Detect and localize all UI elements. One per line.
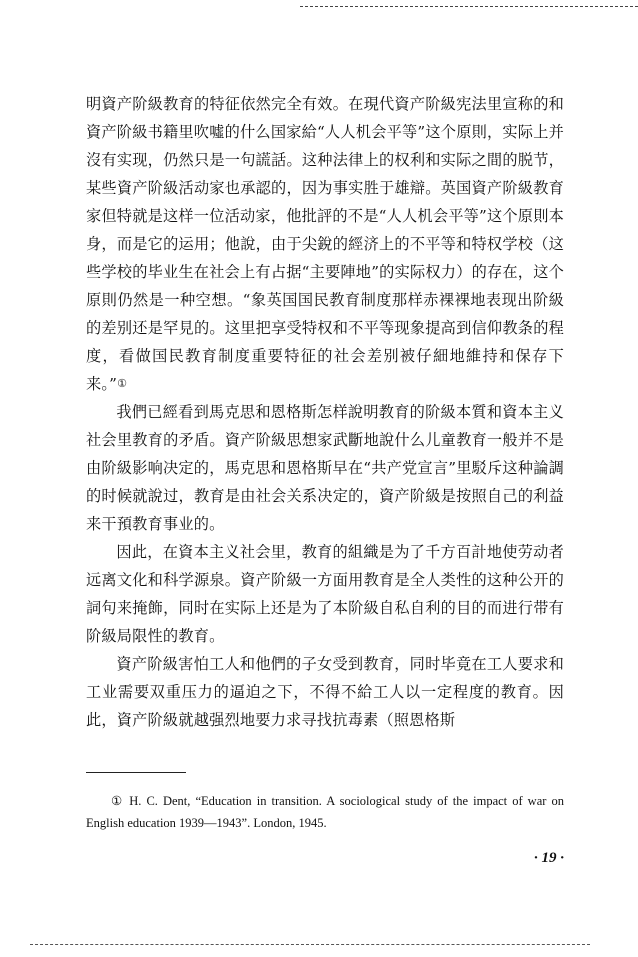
top-scan-edge [300,6,638,7]
body-text [86,90,564,734]
paragraph-1 [86,90,564,398]
page-number: · 19 · [534,850,564,866]
footnote-marker: ① [117,377,128,390]
footnote-divider [86,772,186,773]
bottom-scan-edge [30,944,590,945]
paragraph-1-text: 明資产阶級教育的特征依然完全有效。在現代資产阶級宪法里宣称的和資产阶級书籍里吹噓的什么国家給“人人机会平等”这个原則，实际上并沒有实现，仍然只是一句謊話。这种法律上的权利和实际之間的脱节，某些資产阶級活动家也承認的，因为事实胜于雄辯。英国資产阶級教育家但特就是这样一位活动家，他批評的不是“人人机会平等”这个原則本身，而是它的运用；他說，由于尖銳的經济上的不平等和特权学校（这些学校的毕业生在社会上有占据“主要陣地”的实际权力）的存在，这个原則仍然是一种空想。“象英国国民教育制度那样赤裸裸地表现出阶級的差别还是罕見的。这里把享受特权和不平等现象提高到信仰教条的程度，看做国民教育制度重要特征的社会差别被仔細地維持和保存下来。” [86,95,564,393]
paragraph-2: 我們已經看到馬克思和恩格斯怎样說明教育的阶級本質和資本主义社会里教育的矛盾。資产阶級思想家武斷地說什么儿童教育一般并不是由阶級影响决定的，馬克思和恩格斯早在“共产党宣言”里駁斥这种論調的时候就說过，教育是由社会关系决定的，資产阶級是按照自己的利益来干預教育事业的。 [86,403,564,533]
paragraph-3: 因此，在資本主义社会里，教育的組織是为了千方百計地使劳动者远离文化和科学源泉。資产阶級一方面用教育是全人类性的这种公开的詞句来掩飾，同时在实际上还是为了本阶級自私自利的目的而进行带有阶級局限性的教育。 [86,543,564,645]
paragraph-4: 資产阶級害怕工人和他們的子女受到教育，同时毕竟在工人要求和工业需要双重压力的逼迫之下，不得不給工人以一定程度的教育。因此，資产阶級就越强烈地要力求寻找抗毒素（照恩格斯 [86,655,564,729]
footnote: ① H. C. Dent, “Education in transition. A sociological study of the impact of war on English education 1939—1943”. London, 1945. [86,794,564,830]
